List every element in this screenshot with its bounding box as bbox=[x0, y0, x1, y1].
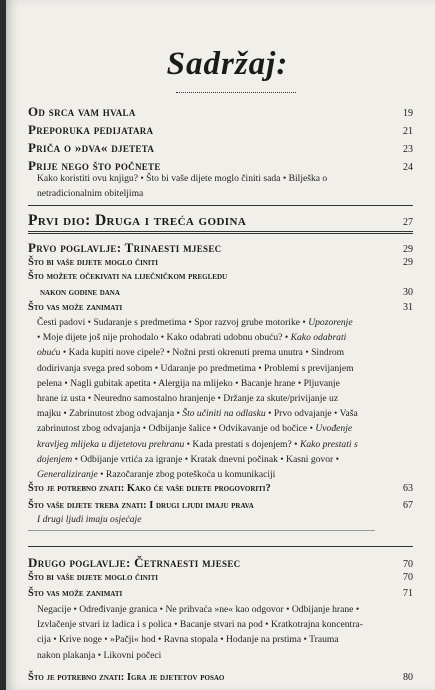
section-page: 31 bbox=[403, 302, 413, 313]
page-title: Sadržaj: bbox=[166, 46, 289, 82]
section-subtitle bbox=[37, 512, 407, 527]
subtitle-text: I drugi ljudi imaju osjećaje bbox=[37, 514, 142, 525]
section-title: Što bi vaše dijete moglo činiti bbox=[28, 572, 158, 583]
topic-line: hrane iz usta • Neuredno samostalno hranjenje • Držanje za skute/privijanje uz bbox=[37, 393, 339, 405]
section-topics bbox=[37, 602, 407, 663]
desc-line: Kako koristiti ovu knjigu? • Što bi vaše dijete moglo činiti sada • Bilješka o bbox=[37, 173, 328, 184]
section-title: Što možete očekivati na liječničkom pregledu bbox=[28, 271, 228, 282]
toc-entry-hvala bbox=[28, 104, 413, 120]
section-entry bbox=[28, 271, 413, 282]
toc-title: Prije nego što počnete bbox=[28, 158, 161, 173]
section-page: 67 bbox=[403, 500, 413, 511]
section-page: 63 bbox=[403, 483, 413, 494]
chapter-title: Prvo poglavlje: Trinaesti mjesec bbox=[28, 240, 222, 255]
topic-line: dojenjem • Odbijanje vrtića za igranje • Kratak dnevni počinak • Kasni govor • bbox=[37, 453, 339, 465]
toc-page: 21 bbox=[403, 126, 413, 137]
chapter-heading bbox=[28, 240, 413, 256]
topic-line: Izvlačenje stvari iz ladica i s polica • Bacanje stvari na pod • Kratkotrajna koncentra- bbox=[37, 619, 363, 631]
part-page: 27 bbox=[403, 217, 413, 228]
topic-line: • Moje dijete još nije prohodalo • Kako odabrati udobnu obuću? • Kako odabrati bbox=[37, 332, 347, 344]
chapter-rule bbox=[28, 546, 413, 547]
topic-line: kravljeg mlijeka u dijetetovu prehranu • Kada prestati s dojenjem? • Kako prestati s bbox=[37, 438, 358, 450]
topic-line: nakon plakanja • Likovni počeci bbox=[37, 649, 162, 661]
section-entry bbox=[28, 500, 413, 511]
topic-line: obuću • Kada kupiti nove cipele? • Nožni prsti okrenuti prema unutra • Sindrom bbox=[37, 347, 345, 359]
section-entry bbox=[28, 257, 413, 268]
section-page: 29 bbox=[403, 257, 413, 268]
prije-description bbox=[37, 171, 407, 201]
section-title: Što vas može zanimati bbox=[28, 588, 123, 599]
section-title: Što bi vaše dijete moglo činiti bbox=[28, 257, 158, 268]
chapter-page: 70 bbox=[403, 559, 413, 570]
section-page: 70 bbox=[403, 572, 413, 583]
chapter-end-rule bbox=[28, 530, 375, 531]
section-topics bbox=[37, 315, 407, 482]
topic-line: Česti padovi • Sudaranje s predmetima • Spor razvoj grube motorike • Upozorenje bbox=[37, 317, 353, 328]
toc-title: Preporuka pedijatara bbox=[28, 122, 154, 137]
part-rule-top bbox=[28, 205, 413, 206]
section-title: Što vas može zanimati bbox=[28, 302, 123, 313]
desc-line: netradicionalnim obiteljima bbox=[37, 188, 144, 200]
topic-line: Generaliziranje • Razočaranje zbog poteškoća u komunikaciji bbox=[37, 469, 276, 481]
topic-line: pelena • Nagli gubitak apetita • Alergija na mlijeko • Bacanje hrane • Pljuvanje bbox=[37, 377, 340, 389]
chapter-page: 29 bbox=[403, 244, 413, 255]
section-entry bbox=[28, 588, 413, 599]
part-rule-bottom bbox=[28, 231, 413, 234]
chapter-title: Drugo poglavlje: Četrnaesti mjesec bbox=[28, 555, 241, 570]
toc-entry-preporuka bbox=[28, 122, 413, 138]
section-entry bbox=[40, 287, 413, 298]
section-page: 71 bbox=[403, 588, 413, 599]
topic-line: zabrinutost zbog odvajanja • Odbijanje šalice • Odvikavanje od bočice • Uvođenje bbox=[37, 423, 353, 435]
part-heading bbox=[28, 212, 413, 230]
toc-entry-prica bbox=[28, 140, 413, 156]
section-title-cont: nakon godine dana bbox=[40, 287, 120, 298]
topic-line: Negacije • Određivanje granica • Ne prihvaća »ne« kao odgovor • Odbijanje hrane • bbox=[37, 604, 360, 615]
toc-page: 24 bbox=[403, 162, 413, 173]
section-entry bbox=[28, 302, 413, 313]
section-page: 80 bbox=[403, 672, 413, 683]
chapter-heading bbox=[28, 555, 413, 571]
topic-line: majku • Zabrinutost zbog odvajanja • Što učiniti na odlasku • Prvo odvajanje • Vaša bbox=[37, 408, 358, 420]
topic-line: dodirivanja svega pred sobom • Udaranje po predmetima • Problemi s previjanjem bbox=[37, 362, 354, 374]
title-underline bbox=[176, 92, 296, 93]
topic-line: cija • Krive noge • »Pačji« hod • Ravna stopala • Hodanje na prstima • Trauma bbox=[37, 634, 339, 646]
section-entry bbox=[28, 572, 413, 583]
toc-page: 19 bbox=[403, 108, 413, 119]
toc-page: 23 bbox=[403, 144, 413, 155]
section-entry bbox=[28, 483, 413, 494]
toc-title: Od srca vam hvala bbox=[28, 104, 136, 119]
toc-title: Priča o »dva« djeteta bbox=[28, 140, 155, 155]
section-page: 30 bbox=[403, 287, 413, 298]
section-title: Što je potrebno znati: Kako će vaše dijete progovoriti? bbox=[28, 483, 271, 494]
section-title: Što vaše dijete treba znati: I drugi ljudi imaju prava bbox=[28, 500, 254, 511]
section-title: Što je potrebno znati: Igra je djetetov posao bbox=[28, 672, 225, 683]
book-page bbox=[6, 0, 435, 690]
section-entry bbox=[28, 672, 413, 683]
part-title: Prvi dio: Druga i treća godina bbox=[28, 212, 247, 229]
